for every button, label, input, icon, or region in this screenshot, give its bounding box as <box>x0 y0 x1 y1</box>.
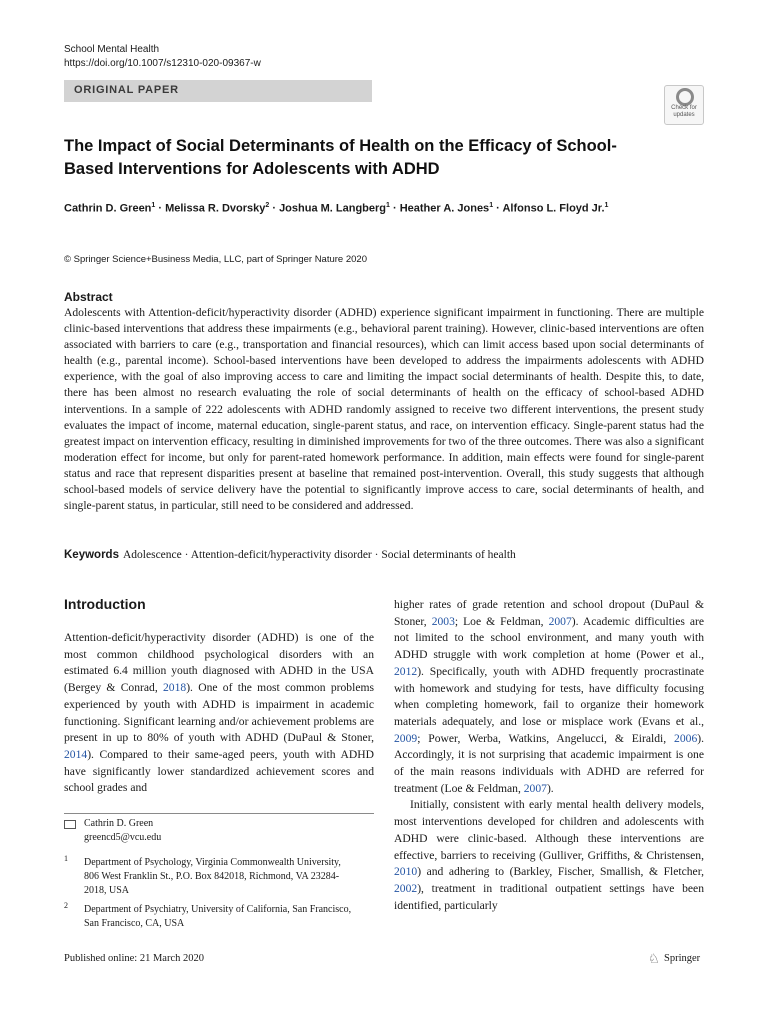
citation-link[interactable]: 2007 <box>523 781 547 795</box>
footnote-divider <box>64 813 374 814</box>
citation-link[interactable]: 2009 <box>394 731 418 745</box>
publisher-name: Springer <box>664 953 701 964</box>
body-paragraph <box>394 797 704 914</box>
citation-link[interactable]: 2003 <box>431 614 455 628</box>
body-text: ). Specifically, youth with ADHD frequently procrastinate with homework and studying for tests, have difficulty focusing when completing homework, fail to organize their homework materials adequately, and lose or misplace work (Evans et al., <box>394 664 704 728</box>
author-name[interactable]: Cathrin D. Green <box>64 202 152 215</box>
doi-link[interactable]: https://doi.org/10.1007/s12310-020-09367-w <box>64 58 261 69</box>
body-text: ). <box>546 781 554 795</box>
author-affiliation-marker: 2 <box>265 202 270 209</box>
affiliation-1: Department of Psychology, Virginia Commonwealth University, 806 West Franklin St., P.O. Box 842018, Richmond, VA 23284-2018, USA <box>84 857 341 896</box>
body-column-right <box>394 597 704 914</box>
body-text: Attention-deficit/hyperactivity disorder (ADHD) is one of the most common childhood psychological disorders with an estimated 6.4 million youth diagnosed with ADHD in the USA (Bergey & Conrad, <box>64 631 374 695</box>
author-affiliation-marker: 1 <box>151 202 156 209</box>
article-type-label: ORIGINAL PAPER <box>74 84 179 96</box>
author-separator: · <box>269 202 280 215</box>
author-name[interactable]: Melissa R. Dvorsky <box>165 202 266 215</box>
corresponding-author-email[interactable]: greencd5@vcu.edu <box>84 832 162 843</box>
corresponding-author-name: Cathrin D. Green <box>84 818 154 829</box>
body-text: ). Compared to their same-aged peers, youth with ADHD have significantly lower standardized achievement scores and school grades and <box>64 747 374 795</box>
check-for-updates-icon <box>676 88 694 106</box>
article-title: The Impact of Social Determinants of Health on the Efficacy of School-Based Interventions for Adolescents with ADHD <box>64 137 617 178</box>
body-text: ). Accordingly, it is not surprising that academic impairment is one of the main reasons individuals with ADHD are referred for treatment (Loe & Feldman, <box>394 731 704 795</box>
citation-link[interactable]: 2006 <box>674 731 698 745</box>
citation-link[interactable]: 2014 <box>64 747 88 761</box>
citation-link[interactable]: 2010 <box>394 865 418 879</box>
body-text: ). Academic difficulties are not limited to the school environment, and many youth with ADHD struggle with work completion at home (Power et al., <box>394 614 704 662</box>
springer-horse-icon: ♘ <box>648 951 660 966</box>
body-text: ). One of the most common problems experienced by youth with ADHD is impairment in academic functioning. Significant learning and/or achievement problems are present in up to 80% of youth with ADHD (DuPaul & Stoner, <box>64 681 374 745</box>
author-separator: · <box>493 202 503 215</box>
envelope-icon <box>64 820 76 829</box>
introduction-heading: Introduction <box>64 596 146 612</box>
body-text: higher rates of grade retention and school dropout (DuPaul & Stoner, <box>394 598 704 628</box>
badge-text-line1: Check for <box>671 105 697 111</box>
body-text: ), treatment in traditional outpatient settings have been identified, particularly <box>394 881 704 912</box>
author-list <box>64 202 608 215</box>
citation-link[interactable]: 2012 <box>394 664 418 678</box>
abstract-heading: Abstract <box>64 290 113 304</box>
author-affiliation-marker: 1 <box>489 202 494 209</box>
author-affiliation-marker: 1 <box>386 202 390 209</box>
citation-link[interactable]: 2002 <box>394 881 418 895</box>
author-name[interactable]: Alfonso L. Floyd Jr. <box>502 202 605 215</box>
body-column-left <box>64 630 374 797</box>
citation-link[interactable]: 2007 <box>548 614 572 628</box>
affiliation-number: 1 <box>64 854 68 863</box>
affiliation-2: Department of Psychiatry, University of California, San Francisco, San Francisco, CA, USA <box>84 904 352 929</box>
keywords-list: Adolescence · Attention-deficit/hyperactivity disorder · Social determinants of health <box>123 549 516 561</box>
author-affiliation-marker: 1 <box>604 202 609 209</box>
published-date: Published online: 21 March 2020 <box>64 953 204 964</box>
badge-text-line2: updates <box>673 112 695 118</box>
affiliation-number: 2 <box>64 901 68 910</box>
author-name[interactable]: Joshua M. Langberg <box>279 202 387 215</box>
copyright-notice: © Springer Science+Business Media, LLC, part of Springer Nature 2020 <box>64 254 367 265</box>
author-separator: · <box>155 202 166 215</box>
body-text: ; Power, Werba, Watkins, Angelucci, & Eiraldi, <box>417 731 675 745</box>
keywords-label: Keywords <box>64 549 119 561</box>
citation-link[interactable]: 2018 <box>163 681 187 695</box>
body-text: Initially, consistent with early mental health delivery models, most interventions developed for children and adolescents with ADHD were clinic-based. Although these interventions are effective, barriers to receiving (Gulliver, Griffiths, & Christensen, <box>394 798 704 862</box>
body-text: ) and adhering to (Barkley, Fischer, Smallish, & Fletcher, <box>417 865 704 879</box>
author-separator: · <box>389 202 400 215</box>
journal-name: School Mental Health <box>64 44 160 55</box>
body-text: ; Loe & Feldman, <box>454 614 549 628</box>
body-paragraph <box>394 597 704 797</box>
author-name[interactable]: Heather A. Jones <box>399 202 490 215</box>
abstract-body: Adolescents with Attention-deficit/hyperactivity disorder (ADHD) experience significant impairment in functioning. There are multiple clinic-based interventions that address these impairments (e.g., behavioral parent training). However, clinic-based interventions are often associated with barriers to care (e.g., transportation and financial resources), which can limit access based upon social determinants of health (e.g., parental income). School-based interventions have been developed to address the impairments adolescents with ADHD experience, with the goal of also improving access to care and limiting the impact social determinants of health. Despite this, to date, there has been almost no research evaluating the role of social determinants of health on the efficacy of school-based ADHD interventions. In a sample of 222 adolescents with ADHD randomly assigned to receive two different interventions, the present study evaluates the impact of income, maternal education, single-parent status, and race, on intervention efficacy. Single-parent status had the greatest impact on intervention efficacy, resulting in diminished improvements for two of the three outcomes. There was also a significant moderation effect for income, but only for parent-rated homework performance. In addition, main effects were found for single-parent status and race that represent disparities present at baseline that remained post-intervention. Overall, this study suggests that although school-based models of service delivery have the potential to significantly improve access to care, social determinants of health, and single-parent status, in particular, still need to be considered and addressed. <box>64 306 704 513</box>
